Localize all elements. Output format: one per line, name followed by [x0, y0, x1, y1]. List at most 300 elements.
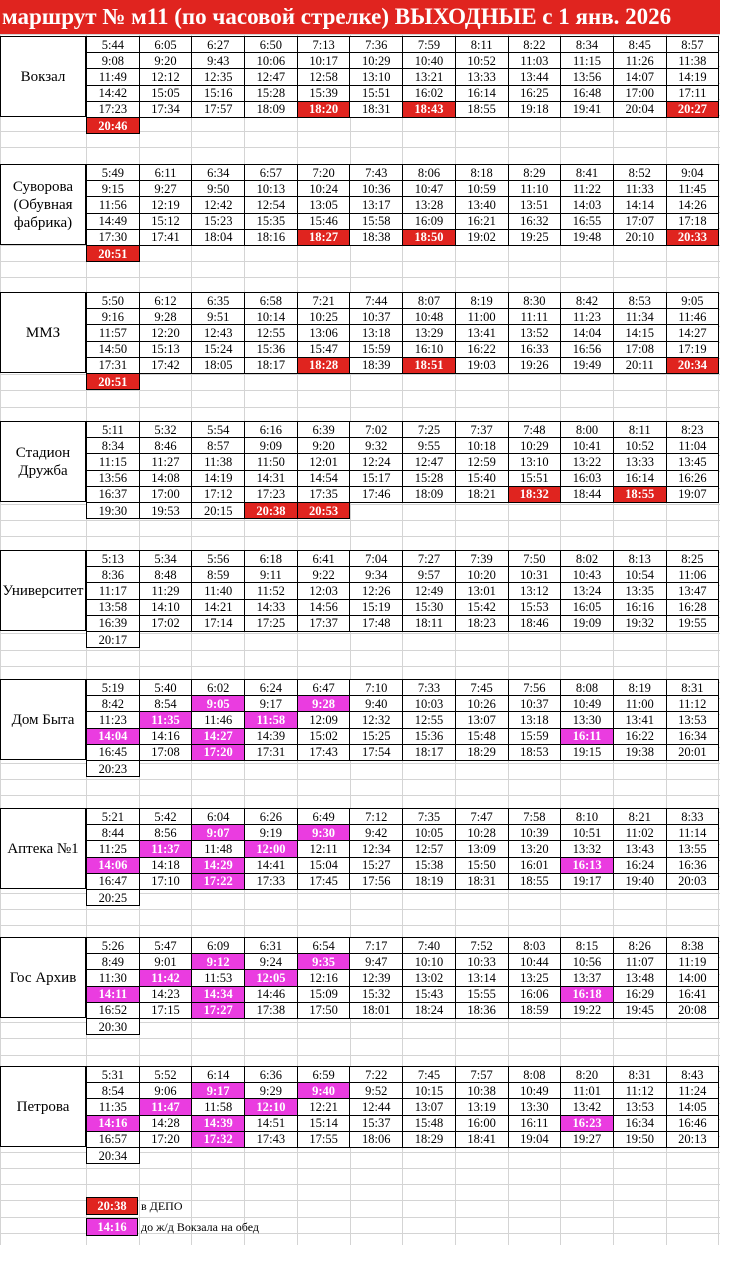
- departure-time: 18:55: [508, 873, 561, 889]
- departure-time: 11:07: [613, 954, 666, 970]
- departure-time: 13:20: [508, 841, 561, 857]
- departure-time: 16:34: [666, 728, 719, 744]
- departure-time: 16:06: [508, 986, 561, 1002]
- empty-cell: [613, 373, 666, 389]
- departure-time: 11:48: [192, 841, 245, 857]
- departure-time: 9:01: [139, 954, 192, 970]
- departure-time: 14:28: [139, 1115, 192, 1131]
- departure-time: 16:26: [666, 470, 719, 486]
- departure-time: 15:55: [455, 986, 508, 1002]
- departure-time: 6:09: [192, 938, 245, 954]
- departure-time: 20:34: [87, 1147, 140, 1163]
- timetable-8: [86, 937, 719, 1035]
- departure-time: 20:27: [666, 101, 719, 117]
- time-row: [87, 1002, 719, 1018]
- departure-time: 5:49: [87, 165, 140, 181]
- departure-time: 13:10: [350, 69, 403, 85]
- departure-time: 17:22: [192, 873, 245, 889]
- empty-cell: [403, 373, 456, 389]
- departure-time: 8:19: [613, 680, 666, 696]
- departure-time: 10:26: [455, 696, 508, 712]
- departure-time: 16:22: [613, 728, 666, 744]
- departure-time: 14:14: [613, 197, 666, 213]
- empty-cell: [561, 245, 614, 261]
- departure-time: 6:49: [297, 809, 350, 825]
- departure-time: 16:55: [561, 213, 614, 229]
- departure-time: 11:24: [666, 1083, 719, 1099]
- departure-time: 10:37: [508, 696, 561, 712]
- departure-time: 14:34: [192, 986, 245, 1002]
- time-row: [87, 438, 719, 454]
- departure-time: 10:06: [245, 53, 298, 69]
- departure-time: 16:56: [561, 341, 614, 357]
- departure-time: 8:48: [139, 567, 192, 583]
- stop-name: Петрова: [0, 1066, 86, 1147]
- empty-cell: [455, 1147, 508, 1163]
- departure-time: 11:26: [613, 53, 666, 69]
- departure-time: 10:49: [561, 696, 614, 712]
- departure-time: 11:52: [245, 583, 298, 599]
- empty-cell: [139, 245, 192, 261]
- empty-cell: [297, 631, 350, 647]
- empty-cell: [192, 1018, 245, 1034]
- departure-time: 11:45: [666, 181, 719, 197]
- departure-time: 12:20: [139, 325, 192, 341]
- departure-time: 16:00: [455, 1115, 508, 1131]
- departure-time: 18:41: [455, 1131, 508, 1147]
- departure-time: 14:42: [87, 85, 140, 101]
- departure-time: 11:17: [87, 583, 140, 599]
- schedule-title: маршрут № м11 (по часовой стрелке) ВЫХОДНЫЕ с 1 янв. 2026: [0, 0, 720, 34]
- departure-time: 7:57: [455, 1067, 508, 1083]
- empty-cell: [403, 502, 456, 518]
- departure-time: 13:21: [403, 69, 456, 85]
- departure-time: 13:09: [455, 841, 508, 857]
- departure-time: 10:52: [613, 438, 666, 454]
- departure-time: 18:05: [192, 357, 245, 373]
- departure-time: 18:19: [403, 873, 456, 889]
- departure-time: 8:34: [87, 438, 140, 454]
- empty-cell: [245, 373, 298, 389]
- departure-time: 19:15: [561, 744, 614, 760]
- departure-time: 16:11: [561, 728, 614, 744]
- empty-cell: [666, 373, 719, 389]
- time-row: [87, 615, 719, 631]
- departure-time: 14:18: [139, 857, 192, 873]
- empty-cell: [613, 1018, 666, 1034]
- departure-time: 8:03: [508, 938, 561, 954]
- departure-time: 16:24: [613, 857, 666, 873]
- departure-time: 17:33: [245, 873, 298, 889]
- departure-time: 6:05: [139, 37, 192, 53]
- departure-time: 13:35: [613, 583, 666, 599]
- empty-cell: [508, 373, 561, 389]
- departure-time: 10:41: [561, 438, 614, 454]
- empty-cell: [666, 760, 719, 776]
- departure-time: 15:09: [297, 986, 350, 1002]
- departure-time: 8:22: [508, 37, 561, 53]
- departure-time: 20:03: [666, 873, 719, 889]
- departure-time: 15:02: [297, 728, 350, 744]
- departure-time: 7:40: [403, 938, 456, 954]
- departure-time: 7:27: [403, 551, 456, 567]
- departure-time: 9:42: [350, 825, 403, 841]
- timetable-1: [86, 36, 719, 134]
- departure-time: 15:53: [508, 599, 561, 615]
- time-row: [87, 889, 719, 905]
- empty-cell: [403, 1147, 456, 1163]
- empty-cell: [192, 889, 245, 905]
- grid-line: [0, 390, 720, 391]
- empty-cell: [139, 631, 192, 647]
- departure-time: 8:43: [666, 1067, 719, 1083]
- departure-time: 12:09: [297, 712, 350, 728]
- departure-time: 7:59: [403, 37, 456, 53]
- departure-time: 17:15: [139, 1002, 192, 1018]
- departure-time: 16:14: [613, 470, 666, 486]
- departure-time: 5:47: [139, 938, 192, 954]
- grid-line: [0, 1168, 720, 1169]
- empty-cell: [192, 760, 245, 776]
- departure-time: 10:14: [245, 309, 298, 325]
- departure-time: 11:49: [87, 69, 140, 85]
- departure-time: 10:25: [297, 309, 350, 325]
- departure-time: 8:54: [87, 1083, 140, 1099]
- empty-cell: [245, 889, 298, 905]
- departure-time: 6:31: [245, 938, 298, 954]
- time-row: [87, 631, 719, 647]
- departure-time: 10:51: [561, 825, 614, 841]
- departure-time: 15:32: [350, 986, 403, 1002]
- departure-time: 16:01: [508, 857, 561, 873]
- departure-time: 15:48: [403, 1115, 456, 1131]
- departure-time: 18:31: [350, 101, 403, 117]
- departure-time: 11:50: [245, 454, 298, 470]
- departure-time: 9:40: [350, 696, 403, 712]
- time-row: [87, 373, 719, 389]
- time-row: [87, 470, 719, 486]
- departure-time: 20:10: [613, 229, 666, 245]
- departure-time: 14:50: [87, 341, 140, 357]
- departure-time: 15:12: [139, 213, 192, 229]
- departure-time: 7:10: [350, 680, 403, 696]
- empty-cell: [245, 1147, 298, 1163]
- departure-time: 19:32: [613, 615, 666, 631]
- departure-time: 11:14: [666, 825, 719, 841]
- departure-time: 11:27: [139, 454, 192, 470]
- empty-cell: [666, 117, 719, 133]
- departure-time: 20:34: [666, 357, 719, 373]
- departure-time: 5:21: [87, 809, 140, 825]
- empty-cell: [666, 889, 719, 905]
- departure-time: 11:12: [666, 696, 719, 712]
- departure-time: 13:28: [403, 197, 456, 213]
- time-row: [87, 117, 719, 133]
- departure-time: 17:00: [139, 486, 192, 502]
- departure-time: 6:36: [245, 1067, 298, 1083]
- departure-time: 6:02: [192, 680, 245, 696]
- departure-time: 19:26: [508, 357, 561, 373]
- departure-time: 20:01: [666, 744, 719, 760]
- departure-time: 12:57: [403, 841, 456, 857]
- stop-name: Дом Быта: [0, 679, 86, 760]
- empty-cell: [666, 245, 719, 261]
- departure-time: 14:16: [87, 1115, 140, 1131]
- departure-time: 11:06: [666, 567, 719, 583]
- departure-time: 10:10: [403, 954, 456, 970]
- departure-time: 19:53: [139, 502, 192, 518]
- departure-time: 8:02: [561, 551, 614, 567]
- departure-time: 9:28: [139, 309, 192, 325]
- empty-cell: [403, 245, 456, 261]
- departure-time: 7:45: [403, 1067, 456, 1083]
- departure-time: 6:54: [297, 938, 350, 954]
- time-row: [87, 1099, 719, 1115]
- departure-time: 18:55: [455, 101, 508, 117]
- grid-line: [0, 34, 720, 35]
- departure-time: 17:27: [192, 1002, 245, 1018]
- departure-time: 13:42: [561, 1099, 614, 1115]
- departure-time: 9:05: [192, 696, 245, 712]
- departure-time: 8:57: [192, 438, 245, 454]
- departure-time: 16:13: [561, 857, 614, 873]
- departure-time: 11:47: [139, 1099, 192, 1115]
- empty-cell: [561, 1147, 614, 1163]
- departure-time: 13:18: [350, 325, 403, 341]
- empty-cell: [403, 631, 456, 647]
- departure-time: 9:30: [297, 825, 350, 841]
- departure-time: 15:43: [403, 986, 456, 1002]
- departure-time: 8:31: [613, 1067, 666, 1083]
- time-row: [87, 1115, 719, 1131]
- departure-time: 17:10: [139, 873, 192, 889]
- departure-time: 10:39: [508, 825, 561, 841]
- departure-time: 17:50: [297, 1002, 350, 1018]
- departure-time: 17:14: [192, 615, 245, 631]
- departure-time: 8:13: [613, 551, 666, 567]
- departure-time: 9:43: [192, 53, 245, 69]
- departure-time: 16:21: [455, 213, 508, 229]
- departure-time: 8:57: [666, 37, 719, 53]
- empty-cell: [350, 245, 403, 261]
- departure-time: 11:53: [192, 970, 245, 986]
- departure-time: 18:24: [403, 1002, 456, 1018]
- departure-time: 19:07: [666, 486, 719, 502]
- departure-time: 11:35: [87, 1099, 140, 1115]
- departure-time: 19:30: [87, 502, 140, 518]
- departure-time: 10:17: [297, 53, 350, 69]
- departure-time: 11:34: [613, 309, 666, 325]
- time-row: [87, 502, 719, 518]
- departure-time: 13:22: [561, 454, 614, 470]
- time-row: [87, 680, 719, 696]
- empty-cell: [139, 760, 192, 776]
- departure-time: 17:08: [613, 341, 666, 357]
- departure-time: 6:14: [192, 1067, 245, 1083]
- departure-time: 6:39: [297, 422, 350, 438]
- departure-time: 19:49: [561, 357, 614, 373]
- departure-time: 9:12: [192, 954, 245, 970]
- departure-time: 18:53: [508, 744, 561, 760]
- departure-time: 13:12: [508, 583, 561, 599]
- departure-time: 20:17: [87, 631, 140, 647]
- departure-time: 12:01: [297, 454, 350, 470]
- departure-time: 20:33: [666, 229, 719, 245]
- empty-cell: [561, 631, 614, 647]
- departure-time: 18:11: [403, 615, 456, 631]
- departure-time: 8:42: [561, 293, 614, 309]
- departure-time: 5:34: [139, 551, 192, 567]
- departure-time: 14:05: [666, 1099, 719, 1115]
- stop-name: ММЗ: [0, 292, 86, 373]
- departure-time: 18:32: [508, 486, 561, 502]
- departure-time: 20:46: [87, 117, 140, 133]
- departure-time: 9:20: [139, 53, 192, 69]
- departure-time: 5:11: [87, 422, 140, 438]
- departure-time: 15:48: [455, 728, 508, 744]
- departure-time: 8:49: [87, 954, 140, 970]
- departure-time: 17:55: [297, 1131, 350, 1147]
- empty-cell: [192, 117, 245, 133]
- departure-time: 11:46: [666, 309, 719, 325]
- departure-time: 13:37: [561, 970, 614, 986]
- departure-time: 6:47: [297, 680, 350, 696]
- grid-line: [0, 147, 720, 148]
- departure-time: 13:44: [508, 69, 561, 85]
- departure-time: 13:56: [87, 470, 140, 486]
- departure-time: 9:08: [87, 53, 140, 69]
- empty-cell: [613, 1147, 666, 1163]
- departure-time: 16:22: [455, 341, 508, 357]
- departure-time: 9:20: [297, 438, 350, 454]
- departure-time: 12:35: [192, 69, 245, 85]
- departure-time: 15:04: [297, 857, 350, 873]
- empty-cell: [561, 502, 614, 518]
- departure-time: 18:17: [403, 744, 456, 760]
- departure-time: 15:24: [192, 341, 245, 357]
- departure-time: 9:55: [403, 438, 456, 454]
- departure-time: 20:15: [192, 502, 245, 518]
- departure-time: 16:48: [561, 85, 614, 101]
- departure-time: 11:04: [666, 438, 719, 454]
- departure-time: 14:08: [139, 470, 192, 486]
- departure-time: 10:56: [561, 954, 614, 970]
- time-row: [87, 486, 719, 502]
- time-row: [87, 213, 719, 229]
- departure-time: 13:51: [508, 197, 561, 213]
- departure-time: 12:26: [350, 583, 403, 599]
- departure-time: 18:50: [403, 229, 456, 245]
- departure-time: 20:23: [87, 760, 140, 776]
- departure-time: 7:02: [350, 422, 403, 438]
- departure-time: 13:07: [455, 712, 508, 728]
- timetable-3: [86, 292, 719, 390]
- departure-time: 18:38: [350, 229, 403, 245]
- empty-cell: [403, 889, 456, 905]
- departure-time: 6:34: [192, 165, 245, 181]
- departure-time: 8:59: [192, 567, 245, 583]
- departure-time: 18:46: [508, 615, 561, 631]
- time-row: [87, 454, 719, 470]
- departure-time: 17:35: [297, 486, 350, 502]
- departure-time: 10:29: [508, 438, 561, 454]
- departure-time: 10:29: [350, 53, 403, 69]
- departure-time: 13:10: [508, 454, 561, 470]
- departure-time: 15:58: [350, 213, 403, 229]
- departure-time: 15:13: [139, 341, 192, 357]
- empty-cell: [350, 631, 403, 647]
- departure-time: 12:12: [139, 69, 192, 85]
- departure-time: 15:17: [350, 470, 403, 486]
- departure-time: 8:31: [666, 680, 719, 696]
- departure-time: 16:02: [403, 85, 456, 101]
- departure-time: 15:36: [245, 341, 298, 357]
- empty-cell: [297, 245, 350, 261]
- departure-time: 12:21: [297, 1099, 350, 1115]
- time-row: [87, 696, 719, 712]
- departure-time: 16:25: [508, 85, 561, 101]
- empty-cell: [613, 502, 666, 518]
- departure-time: 9:11: [245, 567, 298, 583]
- departure-time: 15:47: [297, 341, 350, 357]
- empty-cell: [455, 889, 508, 905]
- departure-time: 17:43: [245, 1131, 298, 1147]
- grid-line: [0, 925, 720, 926]
- departure-time: 14:19: [666, 69, 719, 85]
- empty-cell: [613, 245, 666, 261]
- departure-time: 8:26: [613, 938, 666, 954]
- empty-cell: [350, 1018, 403, 1034]
- departure-time: 13:18: [508, 712, 561, 728]
- departure-time: 7:43: [350, 165, 403, 181]
- departure-time: 13:33: [455, 69, 508, 85]
- empty-cell: [245, 1018, 298, 1034]
- departure-time: 15:27: [350, 857, 403, 873]
- departure-time: 19:25: [508, 229, 561, 245]
- departure-time: 7:39: [455, 551, 508, 567]
- departure-time: 8:42: [87, 696, 140, 712]
- stop-name: Аптека №1: [0, 808, 86, 889]
- departure-time: 13:32: [561, 841, 614, 857]
- departure-time: 7:35: [403, 809, 456, 825]
- empty-cell: [297, 117, 350, 133]
- departure-time: 13:30: [561, 712, 614, 728]
- time-row: [87, 760, 719, 776]
- departure-time: 13:01: [455, 583, 508, 599]
- empty-cell: [508, 117, 561, 133]
- departure-time: 12:11: [297, 841, 350, 857]
- departure-time: 12:10: [245, 1099, 298, 1115]
- time-row: [87, 712, 719, 728]
- stop-name: Университет: [0, 550, 86, 631]
- time-row: [87, 1131, 719, 1147]
- grid-line: [0, 1184, 720, 1185]
- departure-time: 10:54: [613, 567, 666, 583]
- time-row: [87, 986, 719, 1002]
- legend-label: до ж/д Вокзала на обед: [141, 1220, 259, 1234]
- departure-time: 9:07: [192, 825, 245, 841]
- departure-time: 14:27: [192, 728, 245, 744]
- departure-time: 14:33: [245, 599, 298, 615]
- time-row: [87, 1083, 719, 1099]
- departure-time: 18:27: [297, 229, 350, 245]
- departure-time: 10:03: [403, 696, 456, 712]
- departure-time: 17:08: [139, 744, 192, 760]
- grid-line: [0, 1038, 720, 1039]
- departure-time: 18:36: [455, 1002, 508, 1018]
- legend-swatch: 20:38: [86, 1197, 138, 1215]
- departure-time: 8:29: [508, 165, 561, 181]
